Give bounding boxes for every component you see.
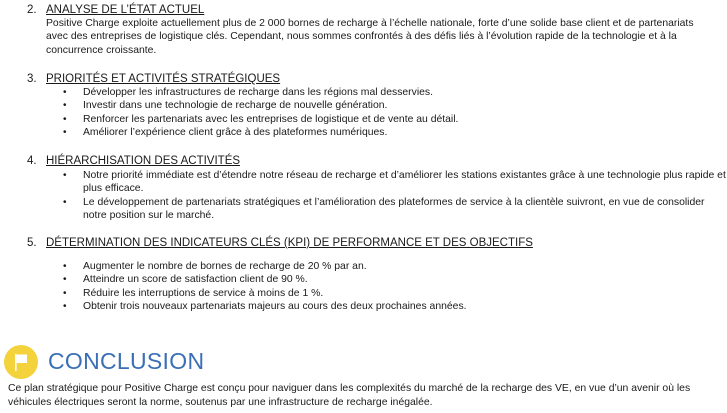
- section-heading-kpi: [27, 236, 533, 250]
- section-heading-hierarchisation: [27, 154, 240, 168]
- conclusion-paragraph: Ce plan stratégique pour Positive Charge est conçu pour naviguer dans les complexités du marché de la recharge des VE, en vue d’un avenir où les véhicules électriques seront la norme, soutenus par une infrastructure de recharge inégalée.: [8, 383, 691, 408]
- section-number: 5.: [27, 237, 37, 249]
- list-item: [0, 287, 727, 300]
- bullet-icon: •: [63, 274, 67, 286]
- bullet-icon: •: [63, 300, 67, 312]
- bullet-icon: •: [63, 126, 67, 138]
- list-item-text: Obtenir trois nouveaux partenariats majeurs au cours des deux prochaines années.: [83, 300, 467, 312]
- flag-icon-graphic: [4, 345, 38, 379]
- bullet-list-priorites: [0, 86, 727, 139]
- section-number: 4.: [27, 155, 37, 167]
- bullet-icon: •: [63, 261, 67, 272]
- section-heading-priorites: [27, 72, 280, 86]
- section-title: HIÉRARCHISATION DES ACTIVITÉS: [46, 155, 241, 167]
- bullet-list-hierarchisation: [0, 169, 727, 222]
- list-item: [0, 86, 727, 99]
- list-item-text: Augmenter le nombre de bornes de recharge de 20 % par an.: [83, 261, 367, 272]
- list-item-text: Réduire les interruptions de service à moins de 1 %.: [83, 287, 324, 299]
- section-title: PRIORITÉS ET ACTIVITÉS STRATÉGIQUES: [46, 73, 281, 85]
- list-item: [0, 300, 727, 313]
- list-item: [0, 196, 727, 223]
- list-item-text: Développer les infrastructures de recharge dans les régions mal desservies.: [83, 87, 433, 98]
- section-title: ANALYSE DE L’ÉTAT ACTUEL: [46, 4, 205, 16]
- bullet-icon: •: [63, 87, 67, 98]
- bullet-icon: •: [63, 196, 67, 208]
- bullet-icon: •: [63, 113, 67, 125]
- list-item: [0, 260, 727, 273]
- flag-icon: [4, 345, 38, 379]
- section-number: 3.: [27, 73, 37, 85]
- list-item: [0, 99, 727, 112]
- section-number: 2.: [27, 4, 37, 16]
- list-item-text: Atteindre un score de satisfaction client de 90 %.: [83, 274, 308, 286]
- bullet-list-kpi: [0, 260, 727, 313]
- list-item-text: Le développement de partenariats stratégiques et l’amélioration des plateformes de service à la clientèle suivront, en vue de consolider notre position sur le marché.: [83, 196, 705, 221]
- list-item-text: Renforcer les partenariats avec les entreprises de logistique et de vente au détail.: [83, 113, 459, 125]
- list-item: [0, 169, 727, 196]
- list-item: [0, 273, 727, 286]
- list-item-text: Investir dans une technologie de recharge de nouvelle génération.: [83, 100, 388, 112]
- bullet-icon: •: [63, 287, 67, 299]
- section-paragraph-analyse: Positive Charge exploite actuellement plus de 2 000 bornes de recharge à l’échelle nationale, forte d’une solide base client et de partenariats avec des entreprises de logistique clés. Cependant, nous sommes confrontés à des défis liés à l’évolution rapide de la technologie et à la concurrence croissante.: [46, 18, 694, 56]
- list-item-text: Notre priorité immédiate est d’étendre notre réseau de recharge et d’améliorer les stations existantes grâce à une technologie plus rapide et plus efficace.: [83, 170, 726, 195]
- list-item-text: Améliorer l’expérience client grâce à des plateformes numériques.: [83, 126, 388, 138]
- section-title: DÉTERMINATION DES INDICATEURS CLÉS (KPI) DE PERFORMANCE ET DES OBJECTIFS: [46, 237, 533, 249]
- bullet-icon: •: [63, 100, 67, 112]
- section-heading-analyse: [27, 3, 204, 17]
- list-item: [0, 126, 727, 139]
- list-item: [0, 113, 727, 126]
- conclusion-title: CONCLUSION: [48, 348, 205, 374]
- bullet-icon: •: [63, 170, 67, 181]
